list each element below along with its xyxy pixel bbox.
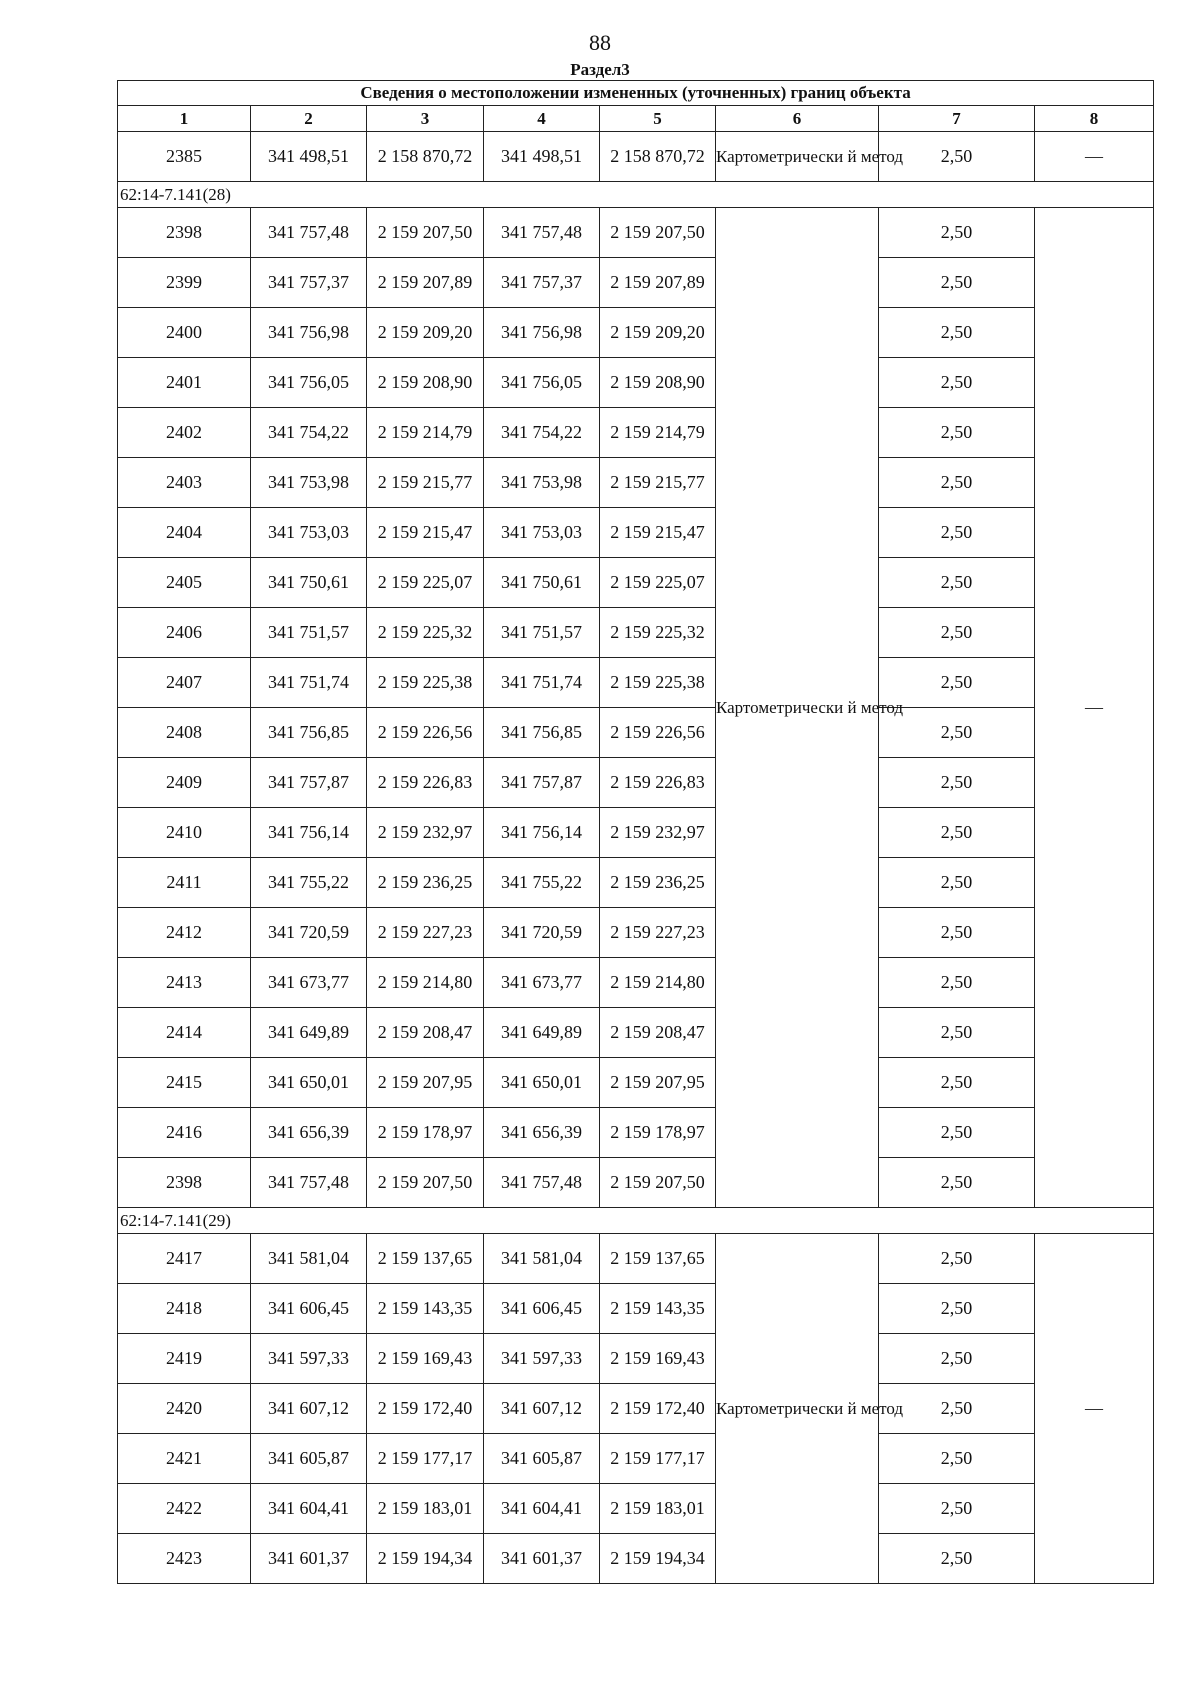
y-old: 2 159 194,34 xyxy=(367,1534,484,1584)
x-old: 341 656,39 xyxy=(251,1108,367,1158)
table-row xyxy=(118,358,1154,408)
column-header-row xyxy=(118,106,1154,132)
y-old: 2 159 207,50 xyxy=(367,208,484,258)
x-old: 341 753,03 xyxy=(251,508,367,558)
x-old: 341 604,41 xyxy=(251,1484,367,1534)
group-label: 62:14-7.141(29) xyxy=(118,1208,1154,1234)
x-old: 341 650,01 xyxy=(251,1058,367,1108)
accuracy: 2,50 xyxy=(879,1234,1035,1284)
y-old: 2 159 137,65 xyxy=(367,1234,484,1284)
y-old: 2 159 207,50 xyxy=(367,1158,484,1208)
y-new: 2 159 177,17 xyxy=(600,1434,716,1484)
y-new: 2 159 207,95 xyxy=(600,1058,716,1108)
accuracy: 2,50 xyxy=(879,1384,1035,1434)
x-old: 341 601,37 xyxy=(251,1534,367,1584)
accuracy: 2,50 xyxy=(879,958,1035,1008)
accuracy: 2,50 xyxy=(879,1334,1035,1384)
y-new: 2 159 232,97 xyxy=(600,808,716,858)
note-cell: — xyxy=(1035,1234,1154,1584)
y-new: 2 159 208,47 xyxy=(600,1008,716,1058)
table-row xyxy=(118,1434,1154,1484)
y-old: 2 159 226,56 xyxy=(367,708,484,758)
boundary-table xyxy=(117,80,1154,1584)
x-new: 341 756,05 xyxy=(484,358,600,408)
y-old: 2 159 225,38 xyxy=(367,658,484,708)
table-row xyxy=(118,708,1154,758)
x-new: 341 751,74 xyxy=(484,658,600,708)
x-new: 341 581,04 xyxy=(484,1234,600,1284)
x-new: 341 604,41 xyxy=(484,1484,600,1534)
y-old: 2 159 169,43 xyxy=(367,1334,484,1384)
y-old: 2 159 172,40 xyxy=(367,1384,484,1434)
x-old: 341 753,98 xyxy=(251,458,367,508)
x-new: 341 601,37 xyxy=(484,1534,600,1584)
x-old: 341 605,87 xyxy=(251,1434,367,1484)
table-row xyxy=(118,208,1154,258)
y-new: 2 159 207,50 xyxy=(600,208,716,258)
group-header-row xyxy=(118,182,1154,208)
table-row xyxy=(118,1158,1154,1208)
y-new: 2 159 225,38 xyxy=(600,658,716,708)
y-new: 2 159 169,43 xyxy=(600,1334,716,1384)
x-old: 341 757,48 xyxy=(251,1158,367,1208)
y-old: 2 159 215,77 xyxy=(367,458,484,508)
point-number: 2419 xyxy=(118,1334,251,1384)
table-row xyxy=(118,1534,1154,1584)
x-new: 341 757,37 xyxy=(484,258,600,308)
y-new: 2 159 214,79 xyxy=(600,408,716,458)
method-cell: Картометрически й метод xyxy=(716,1234,879,1584)
point-number: 2410 xyxy=(118,808,251,858)
x-new: 341 650,01 xyxy=(484,1058,600,1108)
table-row xyxy=(118,1108,1154,1158)
y-new: 2 159 236,25 xyxy=(600,858,716,908)
x-new: 341 607,12 xyxy=(484,1384,600,1434)
x-old: 341 607,12 xyxy=(251,1384,367,1434)
y-old: 2 159 208,47 xyxy=(367,1008,484,1058)
point-number: 2404 xyxy=(118,508,251,558)
table-row xyxy=(118,408,1154,458)
x-new: 341 656,39 xyxy=(484,1108,600,1158)
y-old: 2 159 214,79 xyxy=(367,408,484,458)
x-new: 341 754,22 xyxy=(484,408,600,458)
y-old: 2 159 232,97 xyxy=(367,808,484,858)
x-new: 341 753,98 xyxy=(484,458,600,508)
x-new: 341 597,33 xyxy=(484,1334,600,1384)
y-new: 2 159 209,20 xyxy=(600,308,716,358)
x-new: 341 757,87 xyxy=(484,758,600,808)
y-old: 2 159 183,01 xyxy=(367,1484,484,1534)
accuracy: 2,50 xyxy=(879,1158,1035,1208)
table-row xyxy=(118,808,1154,858)
table-row xyxy=(118,958,1154,1008)
x-old: 341 756,14 xyxy=(251,808,367,858)
table-row xyxy=(118,132,1154,182)
y-old: 2 159 178,97 xyxy=(367,1108,484,1158)
y-new: 2 159 143,35 xyxy=(600,1284,716,1334)
x-old: 341 755,22 xyxy=(251,858,367,908)
y-new: 2 159 207,89 xyxy=(600,258,716,308)
y-new: 2 159 226,56 xyxy=(600,708,716,758)
table-caption-row xyxy=(118,81,1154,106)
point-number: 2415 xyxy=(118,1058,251,1108)
method-cell: Картометрически й метод xyxy=(716,208,879,1208)
accuracy: 2,50 xyxy=(879,508,1035,558)
accuracy: 2,50 xyxy=(879,358,1035,408)
y-old: 2 159 208,90 xyxy=(367,358,484,408)
table-row xyxy=(118,1484,1154,1534)
method-cell: Картометрически й метод xyxy=(716,132,879,182)
y-old: 2 159 177,17 xyxy=(367,1434,484,1484)
x-new: 341 750,61 xyxy=(484,558,600,608)
x-old: 341 581,04 xyxy=(251,1234,367,1284)
column-header: 4 xyxy=(484,106,600,132)
point-number: 2406 xyxy=(118,608,251,658)
x-old: 341 756,05 xyxy=(251,358,367,408)
table-row xyxy=(118,1284,1154,1334)
x-new: 341 756,98 xyxy=(484,308,600,358)
accuracy: 2,50 xyxy=(879,858,1035,908)
y-old: 2 159 143,35 xyxy=(367,1284,484,1334)
accuracy: 2,50 xyxy=(879,908,1035,958)
x-old: 341 756,85 xyxy=(251,708,367,758)
table-row xyxy=(118,858,1154,908)
x-old: 341 757,37 xyxy=(251,258,367,308)
accuracy: 2,50 xyxy=(879,558,1035,608)
point-number: 2418 xyxy=(118,1284,251,1334)
accuracy: 2,50 xyxy=(879,808,1035,858)
point-number: 2385 xyxy=(118,132,251,182)
point-number: 2400 xyxy=(118,308,251,358)
x-new: 341 673,77 xyxy=(484,958,600,1008)
y-new: 2 159 227,23 xyxy=(600,908,716,958)
x-old: 341 750,61 xyxy=(251,558,367,608)
page-number: 88 xyxy=(589,30,611,55)
x-old: 341 498,51 xyxy=(251,132,367,182)
table-row xyxy=(118,458,1154,508)
column-header: 6 xyxy=(716,106,879,132)
y-new: 2 159 172,40 xyxy=(600,1384,716,1434)
table-row xyxy=(118,1334,1154,1384)
point-number: 2412 xyxy=(118,908,251,958)
y-new: 2 159 137,65 xyxy=(600,1234,716,1284)
point-number: 2420 xyxy=(118,1384,251,1434)
y-new: 2 159 214,80 xyxy=(600,958,716,1008)
x-new: 341 753,03 xyxy=(484,508,600,558)
y-new: 2 159 178,97 xyxy=(600,1108,716,1158)
point-number: 2416 xyxy=(118,1108,251,1158)
accuracy: 2,50 xyxy=(879,308,1035,358)
x-old: 341 673,77 xyxy=(251,958,367,1008)
y-old: 2 158 870,72 xyxy=(367,132,484,182)
accuracy: 2,50 xyxy=(879,758,1035,808)
point-number: 2414 xyxy=(118,1008,251,1058)
x-old: 341 756,98 xyxy=(251,308,367,358)
x-old: 341 751,74 xyxy=(251,658,367,708)
x-new: 341 605,87 xyxy=(484,1434,600,1484)
y-old: 2 159 227,23 xyxy=(367,908,484,958)
accuracy: 2,50 xyxy=(879,458,1035,508)
x-old: 341 606,45 xyxy=(251,1284,367,1334)
x-new: 341 756,14 xyxy=(484,808,600,858)
point-number: 2421 xyxy=(118,1434,251,1484)
y-new: 2 159 183,01 xyxy=(600,1484,716,1534)
x-old: 341 751,57 xyxy=(251,608,367,658)
y-old: 2 159 215,47 xyxy=(367,508,484,558)
x-new: 341 757,48 xyxy=(484,1158,600,1208)
table-row xyxy=(118,758,1154,808)
table-row xyxy=(118,1384,1154,1434)
column-header: 1 xyxy=(118,106,251,132)
y-new: 2 159 226,83 xyxy=(600,758,716,808)
accuracy: 2,50 xyxy=(879,658,1035,708)
point-number: 2409 xyxy=(118,758,251,808)
table-row xyxy=(118,908,1154,958)
x-new: 341 756,85 xyxy=(484,708,600,758)
point-number: 2398 xyxy=(118,208,251,258)
point-number: 2413 xyxy=(118,958,251,1008)
y-new: 2 159 225,07 xyxy=(600,558,716,608)
table-row xyxy=(118,1234,1154,1284)
x-old: 341 757,87 xyxy=(251,758,367,808)
accuracy: 2,50 xyxy=(879,258,1035,308)
group-header-row xyxy=(118,1208,1154,1234)
y-new: 2 159 208,90 xyxy=(600,358,716,408)
y-old: 2 159 207,89 xyxy=(367,258,484,308)
section-title: Раздел3 xyxy=(570,60,630,79)
accuracy: 2,50 xyxy=(879,132,1035,182)
point-number: 2417 xyxy=(118,1234,251,1284)
y-old: 2 159 226,83 xyxy=(367,758,484,808)
column-header: 3 xyxy=(367,106,484,132)
table-row xyxy=(118,1008,1154,1058)
accuracy: 2,50 xyxy=(879,1008,1035,1058)
y-old: 2 159 207,95 xyxy=(367,1058,484,1108)
point-number: 2399 xyxy=(118,258,251,308)
x-old: 341 649,89 xyxy=(251,1008,367,1058)
y-old: 2 159 225,07 xyxy=(367,558,484,608)
accuracy: 2,50 xyxy=(879,1484,1035,1534)
point-number: 2423 xyxy=(118,1534,251,1584)
x-new: 341 751,57 xyxy=(484,608,600,658)
point-number: 2405 xyxy=(118,558,251,608)
y-old: 2 159 214,80 xyxy=(367,958,484,1008)
x-new: 341 649,89 xyxy=(484,1008,600,1058)
point-number: 2402 xyxy=(118,408,251,458)
x-new: 341 720,59 xyxy=(484,908,600,958)
point-number: 2411 xyxy=(118,858,251,908)
table-row xyxy=(118,258,1154,308)
y-new: 2 159 215,77 xyxy=(600,458,716,508)
accuracy: 2,50 xyxy=(879,1108,1035,1158)
y-new: 2 159 194,34 xyxy=(600,1534,716,1584)
note-cell: — xyxy=(1035,132,1154,182)
x-new: 341 606,45 xyxy=(484,1284,600,1334)
y-old: 2 159 209,20 xyxy=(367,308,484,358)
point-number: 2407 xyxy=(118,658,251,708)
x-new: 341 757,48 xyxy=(484,208,600,258)
table-row xyxy=(118,658,1154,708)
accuracy: 2,50 xyxy=(879,1284,1035,1334)
table-caption: Сведения о местоположении измененных (уточненных) границ объекта xyxy=(118,81,1154,106)
point-number: 2401 xyxy=(118,358,251,408)
y-old: 2 159 225,32 xyxy=(367,608,484,658)
accuracy: 2,50 xyxy=(879,608,1035,658)
accuracy: 2,50 xyxy=(879,1058,1035,1108)
x-old: 341 757,48 xyxy=(251,208,367,258)
y-new: 2 158 870,72 xyxy=(600,132,716,182)
column-header: 5 xyxy=(600,106,716,132)
accuracy: 2,50 xyxy=(879,1434,1035,1484)
y-new: 2 159 215,47 xyxy=(600,508,716,558)
table-row xyxy=(118,308,1154,358)
note-cell: — xyxy=(1035,208,1154,1208)
y-new: 2 159 225,32 xyxy=(600,608,716,658)
x-old: 341 720,59 xyxy=(251,908,367,958)
accuracy: 2,50 xyxy=(879,208,1035,258)
x-new: 341 755,22 xyxy=(484,858,600,908)
column-header: 2 xyxy=(251,106,367,132)
point-number: 2408 xyxy=(118,708,251,758)
x-old: 341 597,33 xyxy=(251,1334,367,1384)
group-label: 62:14-7.141(28) xyxy=(118,182,1154,208)
table-row xyxy=(118,1058,1154,1108)
point-number: 2403 xyxy=(118,458,251,508)
y-old: 2 159 236,25 xyxy=(367,858,484,908)
x-new: 341 498,51 xyxy=(484,132,600,182)
accuracy: 2,50 xyxy=(879,708,1035,758)
table-row xyxy=(118,508,1154,558)
point-number: 2398 xyxy=(118,1158,251,1208)
table-row xyxy=(118,608,1154,658)
table-row xyxy=(118,558,1154,608)
column-header: 8 xyxy=(1035,106,1154,132)
point-number: 2422 xyxy=(118,1484,251,1534)
accuracy: 2,50 xyxy=(879,408,1035,458)
column-header: 7 xyxy=(879,106,1035,132)
x-old: 341 754,22 xyxy=(251,408,367,458)
accuracy: 2,50 xyxy=(879,1534,1035,1584)
y-new: 2 159 207,50 xyxy=(600,1158,716,1208)
